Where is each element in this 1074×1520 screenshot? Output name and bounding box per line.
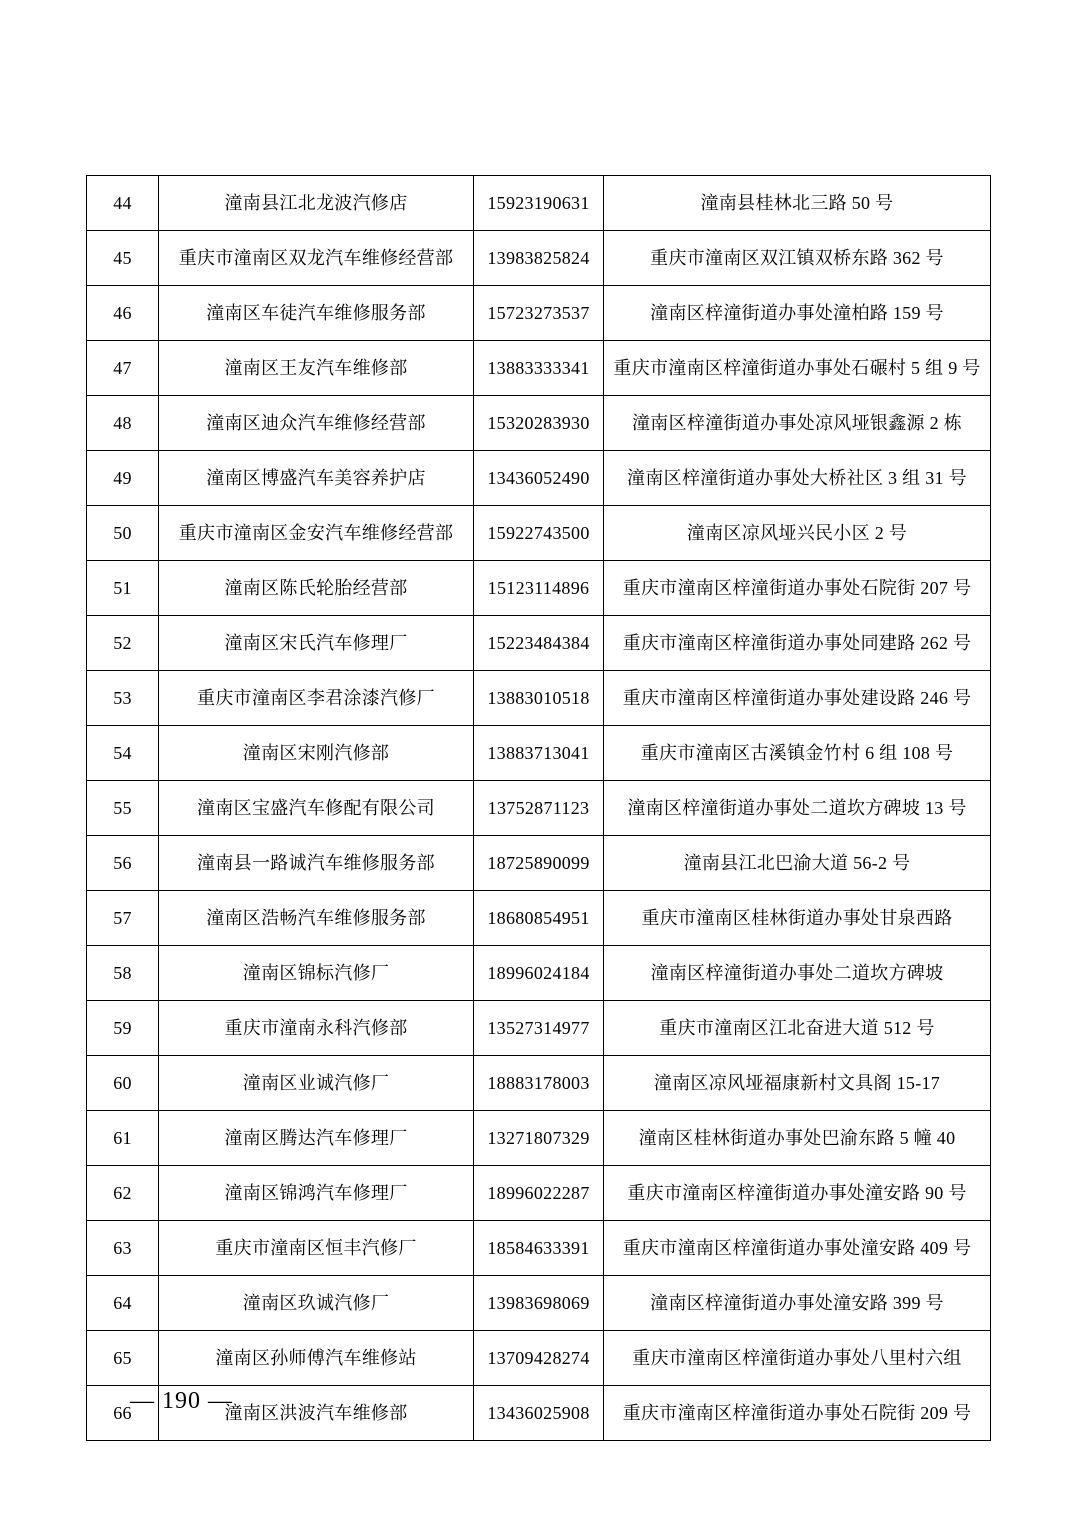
shop-name-cell: 潼南区宋刚汽修部 bbox=[159, 726, 474, 781]
shop-name-cell: 潼南县一路诚汽车维修服务部 bbox=[159, 836, 474, 891]
shop-name-cell: 潼南区玖诚汽修厂 bbox=[159, 1276, 474, 1331]
shop-name-cell: 潼南区博盛汽车美容养护店 bbox=[159, 451, 474, 506]
address-cell: 重庆市潼南区梓潼街道办事处同建路 262 号 bbox=[604, 616, 991, 671]
phone-cell: 18883178003 bbox=[474, 1056, 604, 1111]
phone-cell: 13436025908 bbox=[474, 1386, 604, 1441]
row-number-cell: 50 bbox=[87, 506, 159, 561]
shop-name-cell: 潼南区迪众汽车维修经营部 bbox=[159, 396, 474, 451]
phone-cell: 18996024184 bbox=[474, 946, 604, 1001]
row-number-cell: 56 bbox=[87, 836, 159, 891]
row-number-cell: 57 bbox=[87, 891, 159, 946]
phone-cell: 13983825824 bbox=[474, 231, 604, 286]
phone-cell: 13883010518 bbox=[474, 671, 604, 726]
phone-cell: 13709428274 bbox=[474, 1331, 604, 1386]
table-row bbox=[87, 1276, 991, 1331]
table-row bbox=[87, 1111, 991, 1166]
row-number-cell: 65 bbox=[87, 1331, 159, 1386]
phone-cell: 15223484384 bbox=[474, 616, 604, 671]
table-row bbox=[87, 671, 991, 726]
address-cell: 潼南县江北巴渝大道 56-2 号 bbox=[604, 836, 991, 891]
phone-cell: 13752871123 bbox=[474, 781, 604, 836]
shop-name-cell: 潼南区业诚汽修厂 bbox=[159, 1056, 474, 1111]
shop-name-cell: 潼南区宋氏汽车修理厂 bbox=[159, 616, 474, 671]
address-cell: 潼南区梓潼街道办事处潼柏路 159 号 bbox=[604, 286, 991, 341]
table-row bbox=[87, 891, 991, 946]
row-number-cell: 63 bbox=[87, 1221, 159, 1276]
row-number-cell: 54 bbox=[87, 726, 159, 781]
phone-cell: 15923190631 bbox=[474, 176, 604, 231]
address-cell: 潼南区梓潼街道办事处凉风垭银鑫源 2 栋 bbox=[604, 396, 991, 451]
address-cell: 潼南区梓潼街道办事处大桥社区 3 组 31 号 bbox=[604, 451, 991, 506]
table-row bbox=[87, 451, 991, 506]
table-row bbox=[87, 506, 991, 561]
address-cell: 重庆市潼南区梓潼街道办事处石院街 209 号 bbox=[604, 1386, 991, 1441]
table-row bbox=[87, 616, 991, 671]
table-row bbox=[87, 286, 991, 341]
address-cell: 重庆市潼南区江北奋进大道 512 号 bbox=[604, 1001, 991, 1056]
row-number-cell: 61 bbox=[87, 1111, 159, 1166]
address-cell: 潼南区凉风垭福康新村文具阁 15-17 bbox=[604, 1056, 991, 1111]
phone-cell: 15922743500 bbox=[474, 506, 604, 561]
table-row bbox=[87, 1221, 991, 1276]
row-number-cell: 46 bbox=[87, 286, 159, 341]
table-row bbox=[87, 1001, 991, 1056]
table-row bbox=[87, 781, 991, 836]
shop-name-cell: 潼南区锦鸿汽车修理厂 bbox=[159, 1166, 474, 1221]
shop-name-cell: 重庆市潼南区双龙汽车维修经营部 bbox=[159, 231, 474, 286]
row-number-cell: 64 bbox=[87, 1276, 159, 1331]
shop-name-cell: 重庆市潼南永科汽修部 bbox=[159, 1001, 474, 1056]
row-number-cell: 52 bbox=[87, 616, 159, 671]
shop-name-cell: 潼南区王友汽车维修部 bbox=[159, 341, 474, 396]
shop-name-cell: 潼南区陈氏轮胎经营部 bbox=[159, 561, 474, 616]
address-cell: 重庆市潼南区梓潼街道办事处建设路 246 号 bbox=[604, 671, 991, 726]
phone-cell: 15723273537 bbox=[474, 286, 604, 341]
shop-name-cell: 重庆市潼南区李君涂漆汽修厂 bbox=[159, 671, 474, 726]
address-cell: 重庆市潼南区梓潼街道办事处石院街 207 号 bbox=[604, 561, 991, 616]
address-cell: 潼南区梓潼街道办事处二道坎方碑坡 bbox=[604, 946, 991, 1001]
shop-name-cell: 潼南区腾达汽车修理厂 bbox=[159, 1111, 474, 1166]
row-number-cell: 66 bbox=[87, 1386, 159, 1441]
address-cell: 潼南区梓潼街道办事处潼安路 399 号 bbox=[604, 1276, 991, 1331]
address-cell: 重庆市潼南区梓潼街道办事处八里村六组 bbox=[604, 1331, 991, 1386]
phone-cell: 13436052490 bbox=[474, 451, 604, 506]
phone-cell: 18680854951 bbox=[474, 891, 604, 946]
table-row bbox=[87, 1331, 991, 1386]
table-row bbox=[87, 396, 991, 451]
shop-name-cell: 潼南区车徒汽车维修服务部 bbox=[159, 286, 474, 341]
address-cell: 潼南区梓潼街道办事处二道坎方碑坡 13 号 bbox=[604, 781, 991, 836]
phone-cell: 13883333341 bbox=[474, 341, 604, 396]
shop-name-cell: 潼南区浩畅汽车维修服务部 bbox=[159, 891, 474, 946]
phone-cell: 13527314977 bbox=[474, 1001, 604, 1056]
row-number-cell: 55 bbox=[87, 781, 159, 836]
row-number-cell: 48 bbox=[87, 396, 159, 451]
row-number-cell: 53 bbox=[87, 671, 159, 726]
repair-shops-table bbox=[86, 175, 991, 1441]
address-cell: 潼南区桂林街道办事处巴渝东路 5 幢 40 bbox=[604, 1111, 991, 1166]
phone-cell: 13271807329 bbox=[474, 1111, 604, 1166]
shop-name-cell: 潼南区宝盛汽车修配有限公司 bbox=[159, 781, 474, 836]
address-cell: 潼南县桂林北三路 50 号 bbox=[604, 176, 991, 231]
row-number-cell: 60 bbox=[87, 1056, 159, 1111]
table-row bbox=[87, 1056, 991, 1111]
phone-cell: 18996022287 bbox=[474, 1166, 604, 1221]
phone-cell: 15320283930 bbox=[474, 396, 604, 451]
address-cell: 潼南区凉风垭兴民小区 2 号 bbox=[604, 506, 991, 561]
phone-cell: 15123114896 bbox=[474, 561, 604, 616]
address-cell: 重庆市潼南区梓潼街道办事处潼安路 409 号 bbox=[604, 1221, 991, 1276]
address-cell: 重庆市潼南区梓潼街道办事处石碾村 5 组 9 号 bbox=[604, 341, 991, 396]
shop-name-cell: 潼南区洪波汽车维修部 bbox=[159, 1386, 474, 1441]
shop-name-cell: 潼南县江北龙波汽修店 bbox=[159, 176, 474, 231]
shop-name-cell: 潼南区孙师傅汽车维修站 bbox=[159, 1331, 474, 1386]
row-number-cell: 45 bbox=[87, 231, 159, 286]
table-row bbox=[87, 836, 991, 891]
row-number-cell: 62 bbox=[87, 1166, 159, 1221]
table-row bbox=[87, 341, 991, 396]
table-row bbox=[87, 561, 991, 616]
table-row bbox=[87, 176, 991, 231]
row-number-cell: 47 bbox=[87, 341, 159, 396]
table-row bbox=[87, 726, 991, 781]
shop-name-cell: 潼南区锦标汽修厂 bbox=[159, 946, 474, 1001]
row-number-cell: 51 bbox=[87, 561, 159, 616]
table-row bbox=[87, 1166, 991, 1221]
row-number-cell: 58 bbox=[87, 946, 159, 1001]
repair-shops-table-body bbox=[87, 176, 991, 1441]
phone-cell: 13983698069 bbox=[474, 1276, 604, 1331]
address-cell: 重庆市潼南区古溪镇金竹村 6 组 108 号 bbox=[604, 726, 991, 781]
address-cell: 重庆市潼南区双江镇双桥东路 362 号 bbox=[604, 231, 991, 286]
table-row bbox=[87, 231, 991, 286]
row-number-cell: 44 bbox=[87, 176, 159, 231]
row-number-cell: 59 bbox=[87, 1001, 159, 1056]
table-row bbox=[87, 946, 991, 1001]
phone-cell: 18584633391 bbox=[474, 1221, 604, 1276]
shop-name-cell: 重庆市潼南区恒丰汽修厂 bbox=[159, 1221, 474, 1276]
page-number: — 190 — bbox=[130, 1388, 233, 1414]
phone-cell: 13883713041 bbox=[474, 726, 604, 781]
address-cell: 重庆市潼南区桂林街道办事处甘泉西路 bbox=[604, 891, 991, 946]
address-cell: 重庆市潼南区梓潼街道办事处潼安路 90 号 bbox=[604, 1166, 991, 1221]
shop-name-cell: 重庆市潼南区金安汽车维修经营部 bbox=[159, 506, 474, 561]
row-number-cell: 49 bbox=[87, 451, 159, 506]
phone-cell: 18725890099 bbox=[474, 836, 604, 891]
